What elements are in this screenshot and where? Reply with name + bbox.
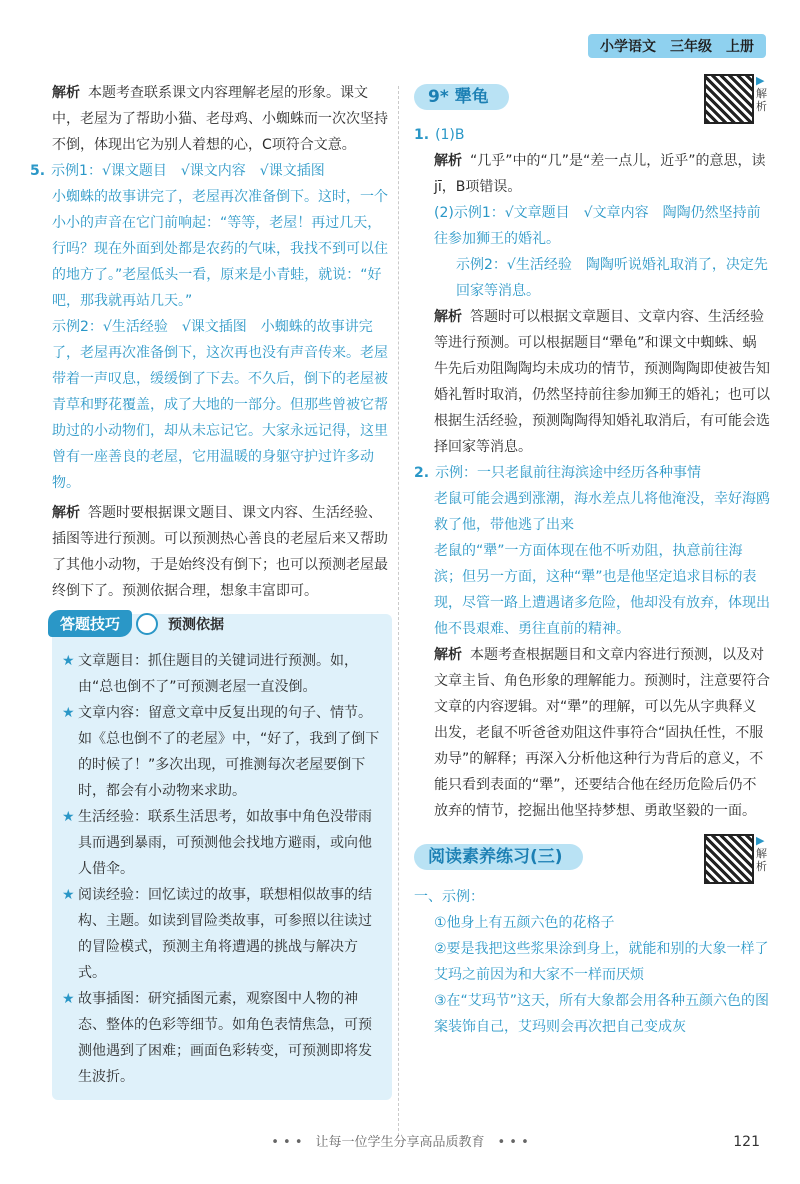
star-icon: ★ — [62, 887, 75, 903]
header-subject: 小学语文 — [600, 39, 656, 55]
tip-item: ★ 阅读经验：回忆读过的故事，联想相似故事的结构、主题。如读到冒险类故事，可参照以往读过的冒险模式，预测主角将遭遇的挑战与解决方式。 — [62, 882, 380, 986]
right-column — [414, 74, 783, 1040]
answer-2: ②要是我把这些浆果涂到身上，就能和别的大象一样了 艾玛之前因为和大家不一样而厌烦 — [434, 941, 783, 983]
qr-label: ▶解析 — [756, 74, 767, 113]
question-5-example-1-head: 5. 示例1：√课文题目 √课文内容 √课文插图 — [30, 163, 325, 179]
question-2-text-1: 老鼠可能会遇到涨潮，海水差点儿将他淹没，幸好海鸥救了他，带他逃了出来 — [434, 491, 770, 533]
tips-header — [48, 610, 224, 637]
tip-item: ★ 文章题目：抓住题目的关键词进行预测。如，由“总也倒不了”可预测老屋一直没倒。 — [62, 648, 380, 700]
footer-slogan: • • • 让每一位学生分享高品质教育 • • • — [271, 1135, 529, 1150]
section-heading-reading — [414, 834, 770, 874]
analysis-paragraph: 解析 本题考查联系课文内容理解老屋的形象。课文中，老屋为了帮助小猫、老母鸡、小蜘蛛而一次次坚持不倒，体现出它为别人着想的心，C项符合文意。 — [52, 85, 388, 153]
question-5-example-1-text: 小蜘蛛的故事讲完了，老屋再次准备倒下。这时，一个小小的声音在它门前响起：“等等，老屋！再过几天，行吗？现在外面到处都是农药的气味，我找不到可以住的地方了。”老屋低头一看，原来是小青蛙，就说：“好吧，那我就再站几天。” — [52, 189, 388, 309]
question-1-2-example-2: 示例2：√生活经验 陶陶听说婚礼取消了，决定先回家等消息。 — [456, 257, 768, 299]
qr-code[interactable] — [704, 74, 770, 124]
tip-item: ★ 文章内容：留意文章中反复出现的句子、情节。如《总也倒不了的老屋》中，“好了，我到了倒下的时候了！”多次出现，可推测每次老屋要倒下时，都会有小动物来求助。 — [62, 700, 380, 804]
analysis-paragraph: 解析 答题时要根据课文题目、课文内容、生活经验、插图等进行预测。可以预测热心善良的老屋后来又帮助了其他小动物，于是始终没有倒下；也可以预测老屋最终倒下了。预测依据合理，想象丰富即可。 — [52, 505, 388, 599]
tips-tag: 答题技巧 — [48, 610, 132, 637]
analysis-paragraph: 解析 本题考查根据题目和文章内容进行预测，以及对文章主旨、角色形象的理解能力。预测时，注意要符合文章的内容逻辑。对“犟”的理解，可以先从字典释义出发，老鼠不听爸爸劝阻这件事符合“固执任性，不服劝导”的解释；再深入分析他这种行为背后的意义，不能只看到表面的“犟”，还要结合他在经历危险后仍不放弃的情节，挖掘出他坚持梦想、勇敢坚毅的一面。 — [434, 647, 770, 819]
question-1-answer: 1. (1)B — [414, 127, 465, 143]
qr-code-icon — [704, 834, 754, 884]
qr-label: ▶解析 — [756, 834, 767, 873]
section-heading-9 — [414, 74, 770, 114]
analysis-paragraph: 解析 答题时可以根据文章题目、文章内容、生活经验等进行预测。可以根据题目“犟龟”和课文中蜘蛛、蜗牛先后劝阻陶陶均未成功的情节，预测陶陶即使被告知婚礼暂时取消，仍然坚持前往参加狮王的婚礼；也可以根据生活经验，预测陶陶得知婚礼取消后，有可能会选择回家等消息。 — [434, 309, 770, 455]
page-number: 121 — [733, 1134, 760, 1150]
section-title: 阅读素养练习(三) — [414, 844, 583, 870]
star-icon: ★ — [62, 705, 75, 721]
star-icon: ★ — [62, 653, 75, 669]
tip-item: ★ 生活经验：联系生活思考，如故事中角色没带雨具而遇到暴雨，可预测他会找地方避雨，或向他人借伞。 — [62, 804, 380, 882]
star-icon: ★ — [62, 991, 75, 1007]
analysis-paragraph: 解析 “几乎”中的“几”是“差一点儿，近乎”的意思，读jī，B项错误。 — [434, 153, 766, 195]
tip-item: ★ 故事插图：研究插图元素，观察图中人物的神态、整体的色彩等细节。如角色表情焦急，可预测他遇到了困难；画面色彩转变，可预测即将发生波折。 — [62, 986, 380, 1090]
play-icon: ▶ — [756, 834, 765, 847]
star-icon: ★ — [62, 809, 75, 825]
tips-box — [52, 614, 392, 1100]
answer-1: ①他身上有五颜六色的花格子 — [434, 915, 615, 931]
left-column — [30, 80, 392, 1100]
qr-code[interactable] — [704, 834, 770, 884]
question-2-text-2: 老鼠的“犟”一方面体现在他不听劝阻，执意前往海滨；但另一方面，这种“犟”也是他坚定追求目标的表现，尽管一路上遭遇诸多危险，他却没有放弃，体现出他不畏艰难、勇往直前的精神。 — [434, 543, 770, 637]
qr-code-icon — [704, 74, 754, 124]
header-volume: 上册 — [726, 39, 754, 55]
question-5-example-2-text: 示例2：√生活经验 √课文插图 小蜘蛛的故事讲完了，老屋再次准备倒下，这次再也没有声音传来。老屋带着一声叹息，缓缓倒了下去。不久后，倒下的老屋被青草和野花覆盖，成了大地的一部分。但那些曾被它帮助过的小动物们，却从未忘记它。大家永远记得，这里曾有一座善良的老屋，它用温暖的身躯守护过许多动物。 — [52, 319, 388, 491]
column-divider — [398, 86, 399, 1136]
answer-3: ③在“艾玛节”这天，所有大象都会用各种五颜六色的图案装饰自己，艾玛则会再次把自己变成灰 — [434, 993, 770, 1035]
question-1-2-example-1: (2)示例1：√文章题目 √文章内容 陶陶仍然坚持前往参加狮王的婚礼。 — [434, 205, 761, 247]
section-title: 9* 犟龟 — [414, 84, 509, 110]
question-2-example: 2. 示例：一只老鼠前往海滨途中经历各种事情 — [414, 465, 702, 481]
lightbulb-icon — [136, 613, 158, 635]
header-bar — [588, 34, 766, 58]
tips-title: 预测依据 — [168, 616, 225, 633]
header-grade: 三年级 — [670, 39, 712, 55]
section-2-question-1: 一、示例： — [414, 889, 484, 905]
play-icon: ▶ — [756, 74, 765, 87]
